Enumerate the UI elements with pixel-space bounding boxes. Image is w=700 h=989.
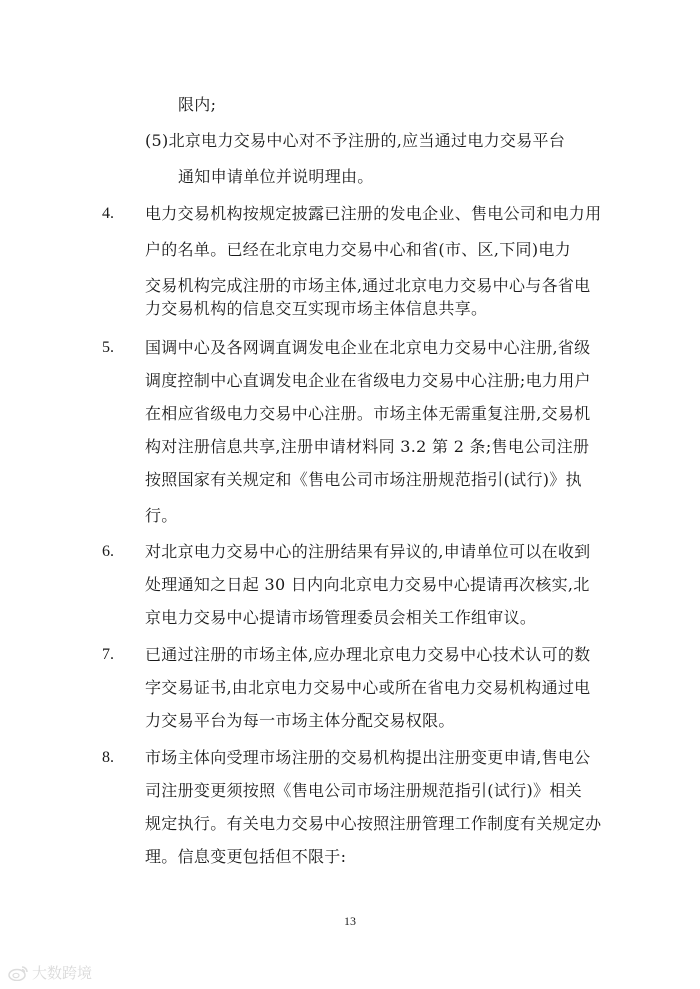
item-7-line-1: 已通过注册的市场主体,应办理北京电力交易中心技术认可的数 xyxy=(145,645,591,664)
item-5-line-6: 行。 xyxy=(145,506,178,525)
item-4-line-2: 户的名单。已经在北京电力交易中心和省(市、区,下同)电力 xyxy=(145,240,571,259)
watermark xyxy=(8,962,92,983)
sub-item-5-line-2: 通知申请单位并说明理由。 xyxy=(178,167,374,186)
item-8-line-3: 规定执行。有关电力交易中心按照注册管理工作制度有关规定办 xyxy=(145,814,602,833)
item-6-line-3: 京电力交易中心提请市场管理委员会相关工作组审议。 xyxy=(145,608,537,627)
item-5-line-3: 在相应省级电力交易中心注册。市场主体无需重复注册,交易机 xyxy=(145,404,591,423)
item-6-line-2: 处理通知之日起 30 日内向北京电力交易中心提请再次核实,北 xyxy=(145,575,590,594)
fragment-line: 限内; xyxy=(178,95,217,114)
weibo-logo-icon xyxy=(8,965,28,981)
item-8-line-1: 市场主体向受理市场注册的交易机构提出注册变更申请,售电公 xyxy=(145,748,591,767)
item-4-line-1: 电力交易机构按规定披露已注册的发电企业、售电公司和电力用 xyxy=(145,204,602,223)
item-8-line-2: 司注册变更须按照《售电公司市场注册规范指引(试行)》相关 xyxy=(145,781,582,800)
item-5-number: 5. xyxy=(102,339,114,356)
item-4-line-3: 交易机构完成注册的市场主体,通过北京电力交易中心与各省电 xyxy=(145,276,591,295)
item-8-number: 8. xyxy=(102,749,114,766)
item-5-line-4: 构对注册信息共享,注册申请材料同 3.2 第 2 条;售电公司注册 xyxy=(145,437,590,456)
page-number: 13 xyxy=(344,914,356,928)
item-5-line-2: 调度控制中心直调发电企业在省级电力交易中心注册;电力用户 xyxy=(145,371,591,390)
item-7-line-2: 字交易证书,由北京电力交易中心或所在省电力交易机构通过电 xyxy=(145,678,591,697)
item-6-line-1: 对北京电力交易中心的注册结果有异议的,申请单位可以在收到 xyxy=(145,542,591,561)
item-4-number: 4. xyxy=(102,205,114,222)
item-6-number: 6. xyxy=(102,543,114,560)
item-4-line-4: 力交易机构的信息交互实现市场主体信息共享。 xyxy=(145,299,488,318)
item-8-line-4: 理。信息变更包括但不限于: xyxy=(145,847,347,866)
watermark-text: 大数跨境 xyxy=(32,964,93,982)
item-7-line-3: 力交易平台为每一市场主体分配交易权限。 xyxy=(145,711,455,730)
item-5-line-5: 按照国家有关规定和《售电公司市场注册规范指引(试行)》执 xyxy=(145,470,582,489)
sub-item-5-line-1: (5)北京电力交易中心对不予注册的,应当通过电力交易平台 xyxy=(145,131,566,150)
item-5-line-1: 国调中心及各网调直调发电企业在北京电力交易中心注册,省级 xyxy=(145,338,591,357)
item-7-number: 7. xyxy=(102,646,114,663)
